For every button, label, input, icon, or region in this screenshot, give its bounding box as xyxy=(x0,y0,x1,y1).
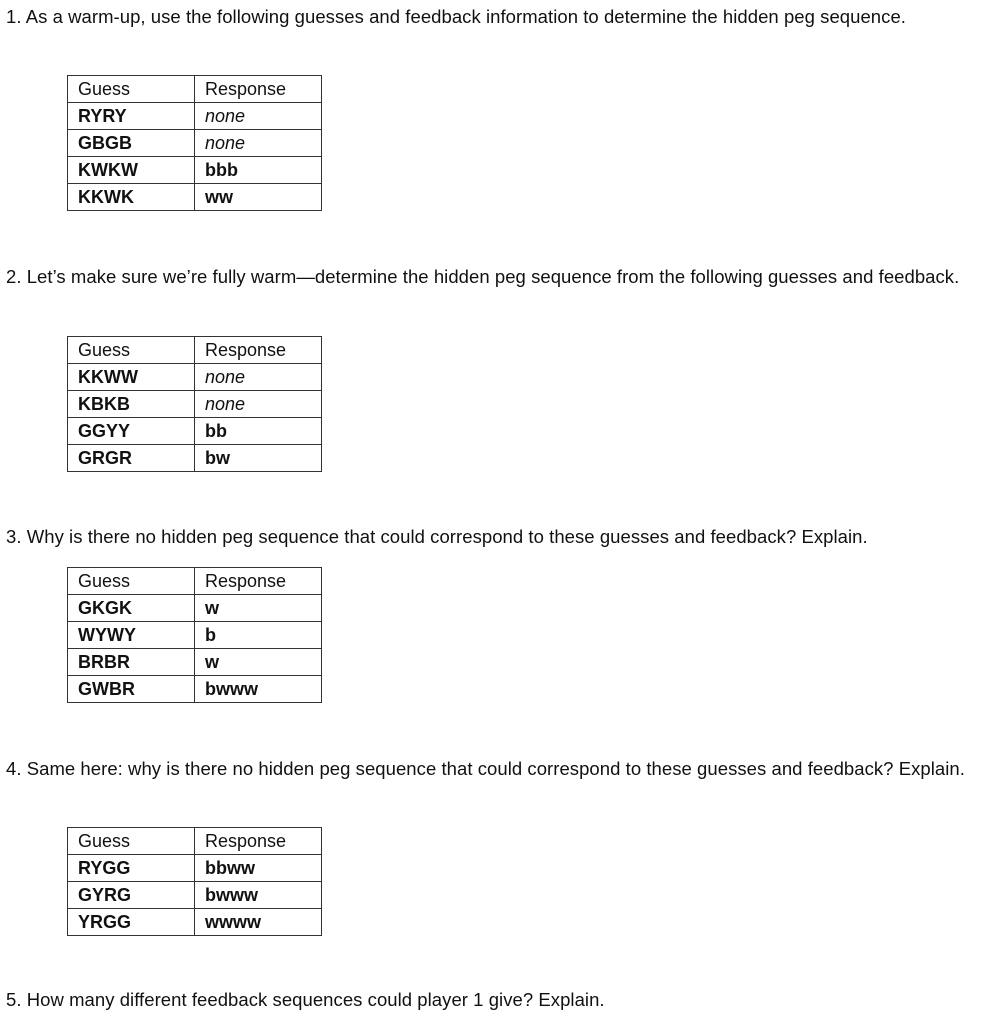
response-cell: w xyxy=(195,649,322,676)
response-cell: bb xyxy=(195,418,322,445)
response-cell: bwww xyxy=(195,676,322,703)
guess-cell: RYGG xyxy=(68,855,195,882)
table-header-row xyxy=(68,76,322,103)
guess-column-header: Guess xyxy=(68,337,195,364)
table-row xyxy=(68,909,322,936)
response-cell: none xyxy=(195,103,322,130)
table-row xyxy=(68,184,322,211)
guess-response-table-1 xyxy=(67,75,322,211)
guess-column-header: Guess xyxy=(68,828,195,855)
table-row xyxy=(68,418,322,445)
table-row xyxy=(68,622,322,649)
guess-cell: BRBR xyxy=(68,649,195,676)
response-cell: none xyxy=(195,130,322,157)
table-header-row xyxy=(68,828,322,855)
response-cell: bbww xyxy=(195,855,322,882)
response-column-header: Response xyxy=(195,76,322,103)
table-row xyxy=(68,130,322,157)
response-cell: bwww xyxy=(195,882,322,909)
response-column-header: Response xyxy=(195,337,322,364)
response-cell: bw xyxy=(195,445,322,472)
guess-response-table-4 xyxy=(67,827,322,936)
table-row xyxy=(68,676,322,703)
response-cell: ww xyxy=(195,184,322,211)
response-cell: w xyxy=(195,595,322,622)
response-column-header: Response xyxy=(195,568,322,595)
table-row xyxy=(68,445,322,472)
guess-cell: GBGB xyxy=(68,130,195,157)
question-1-text: 1. As a warm-up, use the following guesses and feedback information to determine the hidden peg sequence. xyxy=(6,6,906,27)
guess-cell: KWKW xyxy=(68,157,195,184)
question-2-text: 2. Let’s make sure we’re fully warm—determine the hidden peg sequence from the following guesses and feedback. xyxy=(6,266,960,287)
guess-cell: GGYY xyxy=(68,418,195,445)
question-4-text: 4. Same here: why is there no hidden peg sequence that could correspond to these guesses and feedback? Explain. xyxy=(6,758,965,779)
table-row xyxy=(68,649,322,676)
guess-cell: GKGK xyxy=(68,595,195,622)
response-cell: b xyxy=(195,622,322,649)
guess-cell: GYRG xyxy=(68,882,195,909)
guess-response-table-2 xyxy=(67,336,322,472)
guess-cell: GRGR xyxy=(68,445,195,472)
guess-cell: WYWY xyxy=(68,622,195,649)
guess-cell: RYRY xyxy=(68,103,195,130)
table-row xyxy=(68,157,322,184)
response-column-header: Response xyxy=(195,828,322,855)
question-5-text: 5. How many different feedback sequences could player 1 give? Explain. xyxy=(6,989,605,1010)
guess-column-header: Guess xyxy=(68,568,195,595)
response-cell: none xyxy=(195,391,322,418)
table-row xyxy=(68,103,322,130)
table-row xyxy=(68,391,322,418)
response-cell: wwww xyxy=(195,909,322,936)
guess-cell: KBKB xyxy=(68,391,195,418)
table-row xyxy=(68,855,322,882)
guess-response-table-3 xyxy=(67,567,322,703)
response-cell: none xyxy=(195,364,322,391)
table-row xyxy=(68,364,322,391)
table-header-row xyxy=(68,337,322,364)
guess-cell: GWBR xyxy=(68,676,195,703)
guess-cell: KKWW xyxy=(68,364,195,391)
guess-cell: KKWK xyxy=(68,184,195,211)
question-3-text: 3. Why is there no hidden peg sequence that could correspond to these guesses and feedback? Explain. xyxy=(6,526,868,547)
table-header-row xyxy=(68,568,322,595)
table-row xyxy=(68,595,322,622)
guess-column-header: Guess xyxy=(68,76,195,103)
response-cell: bbb xyxy=(195,157,322,184)
guess-cell: YRGG xyxy=(68,909,195,936)
table-row xyxy=(68,882,322,909)
